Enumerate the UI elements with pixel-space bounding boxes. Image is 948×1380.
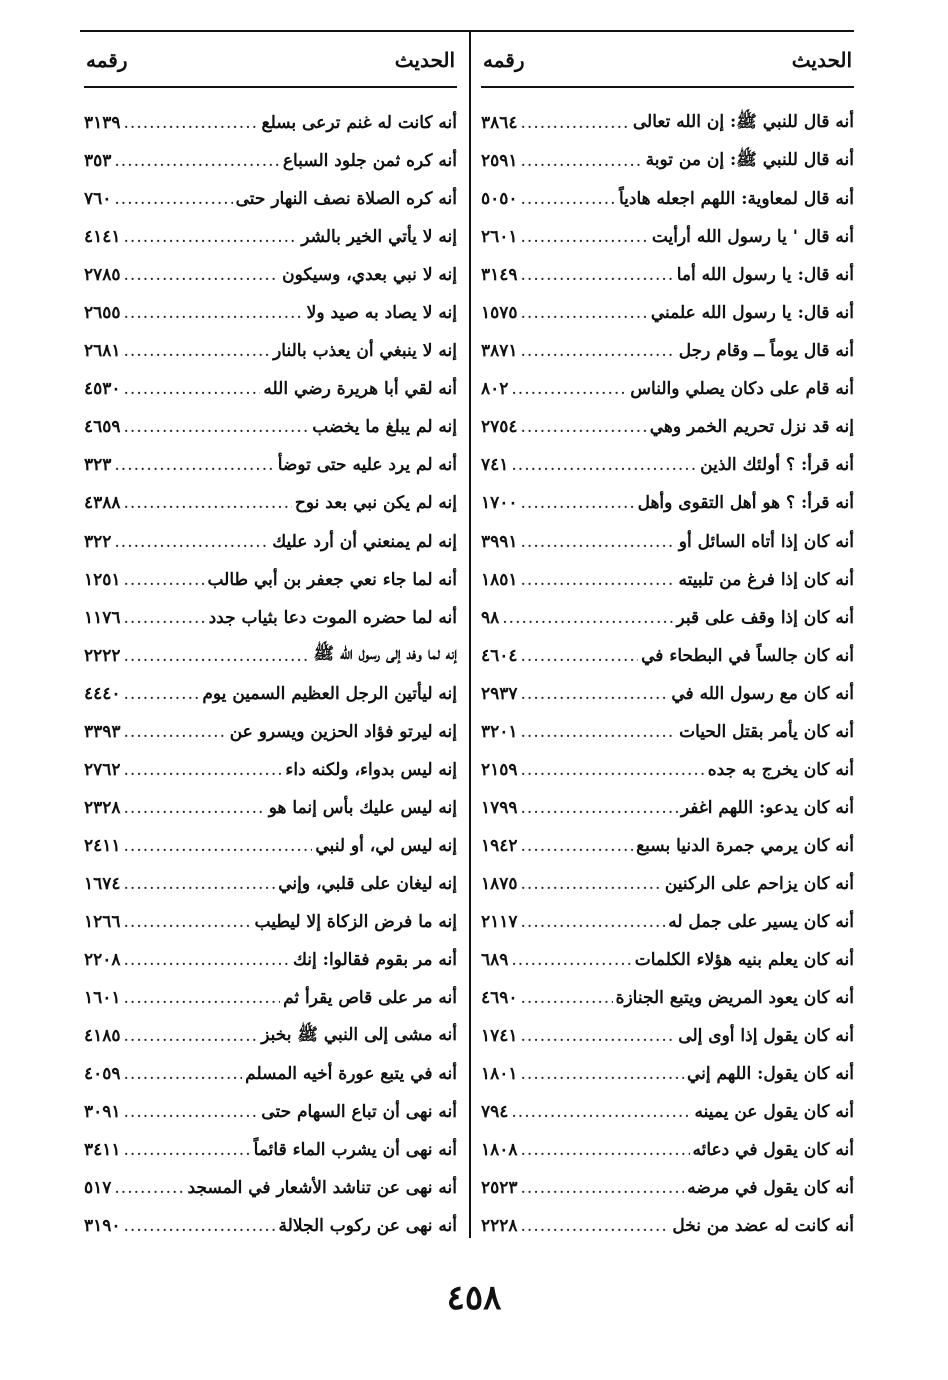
dot-leader xyxy=(124,760,283,780)
hadith-number: ٣١٩٠ xyxy=(84,1216,121,1237)
hadith-number: ٣٢٢ xyxy=(84,531,112,552)
hadith-number: ١٨٧٥ xyxy=(481,873,518,894)
index-entry xyxy=(84,370,457,408)
index-entry xyxy=(481,294,854,332)
index-entry xyxy=(84,408,457,446)
index-entry xyxy=(481,484,854,522)
dot-leader xyxy=(114,189,232,209)
index-entry xyxy=(481,865,854,903)
hadith-number: ٢٤١١ xyxy=(84,835,121,856)
number-header: رقمه xyxy=(86,48,128,72)
hadith-number: ٣٢٠١ xyxy=(481,721,518,742)
dot-leader xyxy=(124,303,304,323)
number-header: رقمه xyxy=(483,48,525,72)
dot-leader xyxy=(124,836,313,856)
dot-leader xyxy=(124,1026,259,1046)
right-column xyxy=(481,34,854,1245)
hadith-text: أنه قرأ: ؟ هو أهل التقوى وأهل xyxy=(637,493,854,514)
hadith-number: ٣٥٣ xyxy=(84,151,112,172)
hadith-text: إنه ما فرض الزكاة إلا ليطيب xyxy=(254,912,457,932)
hadith-number: ٢١٥٩ xyxy=(481,759,518,780)
hadith-number: ٣٣٩٣ xyxy=(84,721,121,742)
dot-leader xyxy=(511,1102,691,1122)
dot-leader xyxy=(124,646,311,666)
hadith-text: إنه لم يمنعني أن أرد عليك xyxy=(272,531,457,552)
index-entry xyxy=(84,1131,457,1169)
hadith-text: أنه كان يسير على جمل له xyxy=(668,912,854,932)
hadith-number: ٤٤٤٠ xyxy=(84,683,121,704)
index-entry xyxy=(84,218,457,256)
index-entry xyxy=(481,523,854,561)
dot-leader xyxy=(521,684,669,704)
hadith-text: أنه لما جاء نعي جعفر بن أبي طالب xyxy=(207,569,457,590)
hadith-text: أنه قال: يا رسول الله أما xyxy=(676,265,854,286)
index-entry xyxy=(84,1017,457,1055)
dot-leader xyxy=(124,1140,251,1160)
index-entry xyxy=(84,789,457,827)
dot-leader xyxy=(521,493,635,513)
hadith-number: ١٨٠٨ xyxy=(481,1140,518,1161)
dot-leader xyxy=(114,1178,184,1198)
hadith-number: ٢٢٢٢ xyxy=(84,645,121,666)
index-entry xyxy=(481,408,854,446)
hadith-text: أنه لقي أبا هريرة رضي الله xyxy=(263,379,457,400)
hadith-number: ٣٠٩١ xyxy=(84,1102,121,1123)
hadith-number: ٦٨٩ xyxy=(481,950,509,971)
hadith-number: ٢٩٣٧ xyxy=(481,683,518,704)
index-entry xyxy=(481,675,854,713)
dot-leader xyxy=(521,113,630,133)
hadith-number: ٢٣٢٨ xyxy=(84,797,121,818)
hadith-text: إنه لا ينبغي أن يعذب بالنار xyxy=(273,341,457,362)
dot-leader xyxy=(521,189,616,209)
dot-leader xyxy=(521,532,676,552)
hadith-text: إنه ليغان على قلبي، وإني xyxy=(278,873,457,894)
hadith-text: أنه نهى عن تناشد الأشعار في المسجد xyxy=(187,1178,457,1199)
hadith-text: إنه لا نبي بعدي، وسيكون xyxy=(282,265,457,286)
dot-leader xyxy=(521,1026,676,1046)
index-entry xyxy=(481,751,854,789)
index-entry xyxy=(84,599,457,637)
hadith-number: ١٧٩٩ xyxy=(481,797,518,818)
hadith-text: إنه ليس عليك بأس إنما هو xyxy=(268,797,457,818)
hadith-number: ٥١٧ xyxy=(84,1178,112,1199)
index-entry xyxy=(481,827,854,865)
dot-leader xyxy=(521,912,666,932)
hadith-text: أنه كان يقول في مرضه xyxy=(687,1178,854,1199)
dot-leader xyxy=(521,570,676,590)
dot-leader xyxy=(124,722,227,742)
index-entry xyxy=(481,104,854,142)
hadith-number: ٤٠٥٩ xyxy=(84,1064,121,1085)
hadith-number: ٢٧٨٥ xyxy=(84,265,121,286)
index-entry xyxy=(481,979,854,1017)
hadith-number: ٨٠٢ xyxy=(481,379,509,400)
hadith-text: أنه قال للنبي ﷺ: إن من توبة xyxy=(645,149,854,170)
dot-leader xyxy=(124,1064,243,1084)
hadith-text: أنه كره ثمن جلود السباع xyxy=(282,151,457,172)
index-entry xyxy=(481,256,854,294)
hadith-text: إنه ليرتو فؤاد الحزين ويسرو عن xyxy=(229,721,457,742)
left-column xyxy=(84,34,457,1245)
index-entry xyxy=(481,789,854,827)
hadith-number: ٢٥٩١ xyxy=(481,151,518,172)
hadith-number: ٢٦٨١ xyxy=(84,341,121,362)
hadith-text: أنه كان يرمي جمرة الدنيا بسبع xyxy=(636,835,854,856)
hadith-text: أنه كان يدعو: اللهم اغفر xyxy=(680,797,854,818)
index-entry xyxy=(481,561,854,599)
dot-leader xyxy=(124,493,292,513)
index-entry xyxy=(481,370,854,408)
dot-leader xyxy=(502,608,673,628)
dot-leader xyxy=(521,341,676,361)
dot-leader xyxy=(521,417,647,437)
dot-leader xyxy=(521,1140,690,1160)
hadith-header: الحديث xyxy=(791,48,852,72)
index-entry xyxy=(84,865,457,903)
index-entry xyxy=(481,599,854,637)
hadith-text: أنه نهى أن يشرب الماء قائماً xyxy=(253,1140,457,1161)
index-entry xyxy=(84,713,457,751)
hadith-number: ١٦٠١ xyxy=(84,988,121,1009)
hadith-text: أنه كان يخرج به جده xyxy=(707,759,854,780)
hadith-number: ٤٥٣٠ xyxy=(84,379,121,400)
dot-leader xyxy=(124,113,259,133)
hadith-number: ٣١٤٩ xyxy=(481,265,518,286)
dot-leader xyxy=(521,151,643,171)
hadith-number: ٣١٣٩ xyxy=(84,113,121,134)
hadith-number: ١٢٥١ xyxy=(84,569,121,590)
dot-leader xyxy=(521,874,662,894)
index-entry xyxy=(481,1169,854,1207)
hadith-text: أنه قال ' يا رسول الله أرأيت xyxy=(651,227,854,248)
dot-leader xyxy=(521,1216,670,1236)
hadith-number: ١٨٠١ xyxy=(481,1064,518,1085)
index-entry xyxy=(481,941,854,979)
hadith-number: ٤٦٩٠ xyxy=(481,988,518,1009)
index-entry xyxy=(481,332,854,370)
hadith-text: إنه لما وفد إلى رسول الله ﷺ xyxy=(313,644,457,665)
index-entry xyxy=(84,294,457,332)
hadith-number: ٩٨ xyxy=(481,607,500,628)
index-entry xyxy=(481,180,854,218)
hadith-text: أنه نهى عن ركوب الجلالة xyxy=(278,1216,457,1237)
dot-leader xyxy=(124,988,281,1008)
top-rule xyxy=(80,30,854,32)
hadith-number: ١١٧٦ xyxy=(84,607,121,628)
index-entry xyxy=(84,827,457,865)
index-entry xyxy=(84,180,457,218)
hadith-number: ٤٦٠٤ xyxy=(481,645,518,666)
index-entry xyxy=(84,675,457,713)
hadith-text: أنه قال للنبي ﷺ: إن الله تعالى xyxy=(632,111,854,132)
index-entry xyxy=(84,637,457,675)
index-entry xyxy=(481,903,854,941)
index-entry xyxy=(481,713,854,751)
dot-leader xyxy=(114,455,274,475)
hadith-number: ٢٥٢٣ xyxy=(481,1178,518,1199)
hadith-number: ٢٧٥٤ xyxy=(481,417,518,438)
hadith-number: ٢١١٧ xyxy=(481,912,518,932)
dot-leader xyxy=(124,379,261,399)
dot-leader xyxy=(511,950,631,970)
dot-leader xyxy=(521,646,639,666)
hadith-text: أنه كان إذا وقف على قبر xyxy=(676,607,854,628)
index-entry xyxy=(481,1131,854,1169)
hadith-text: إنه قد نزل تحريم الخمر وهي xyxy=(649,417,854,438)
hadith-text: إنه لم يكن نبي بعد نوح xyxy=(294,493,457,514)
dot-leader xyxy=(124,950,290,970)
column-divider xyxy=(469,30,471,1238)
hadith-number: ٣٩٩١ xyxy=(481,531,518,552)
hadith-number: ٤٦٥٩ xyxy=(84,417,121,438)
dot-leader xyxy=(124,608,206,628)
hadith-text: إنه لا يصاد به صيد ولا xyxy=(306,303,457,324)
hadith-text: أنه كان يقول في دعائه xyxy=(692,1140,854,1161)
dot-leader xyxy=(124,570,205,590)
hadith-text: إنه ليس لي، أو لنبي xyxy=(315,835,457,856)
index-entry xyxy=(84,446,457,484)
hadith-text: أنه كان يعلم بنيه هؤلاء الكلمات xyxy=(634,950,854,971)
index-entry xyxy=(84,751,457,789)
hadith-number: ٤٣٨٨ xyxy=(84,493,121,514)
dot-leader xyxy=(521,265,674,285)
index-entry xyxy=(84,256,457,294)
hadith-text: أنه كان إذا أتاه السائل أو xyxy=(678,531,854,552)
index-entry xyxy=(84,484,457,522)
index-entry xyxy=(84,979,457,1017)
dot-leader xyxy=(511,455,697,475)
dot-leader xyxy=(124,265,280,285)
hadith-number: ٣٨٦٤ xyxy=(481,113,518,134)
dot-leader xyxy=(521,722,677,742)
index-entry xyxy=(84,941,457,979)
dot-leader xyxy=(521,988,613,1008)
hadith-text: أنه لما حضره الموت دعا بثياب جدد xyxy=(208,607,457,628)
index-entry xyxy=(84,1169,457,1207)
dot-leader xyxy=(124,684,200,704)
hadith-text: أنه قال لمعاوية: اللهم اجعله هادياً xyxy=(618,189,854,210)
right-column-header xyxy=(481,34,854,88)
hadith-number: ١٩٤٢ xyxy=(481,835,518,856)
hadith-text: أنه في يتبع عورة أخيه المسلم xyxy=(245,1064,457,1085)
index-entry xyxy=(481,1017,854,1055)
hadith-text: أنه مر بقوم فقالوا: إنك xyxy=(292,950,457,971)
hadith-number: ٧٩٤ xyxy=(481,1102,509,1123)
dot-leader xyxy=(521,303,648,323)
index-entry xyxy=(481,218,854,256)
left-entries xyxy=(84,104,457,1245)
index-entry xyxy=(481,446,854,484)
hadith-number: ٢٦٠١ xyxy=(481,227,518,248)
hadith-text: أنه كان يزاحم على الركنين xyxy=(664,873,854,894)
index-entry xyxy=(84,1207,457,1245)
dot-leader xyxy=(521,1178,685,1198)
hadith-text: أنه كان يعود المريض ويتبع الجنازة xyxy=(615,988,854,1009)
index-entry xyxy=(84,1055,457,1093)
hadith-text: أنه كره الصلاة نصف النهار حتى xyxy=(235,189,457,210)
dot-leader xyxy=(124,798,266,818)
page-number: ٤٥٨ xyxy=(446,1278,502,1318)
hadith-number: ٣٢٣ xyxy=(84,455,112,476)
hadith-number: ١٢٦٦ xyxy=(84,912,121,932)
right-entries xyxy=(481,104,854,1245)
hadith-text: أنه مر على قاص يقرأ ثم xyxy=(283,988,457,1009)
dot-leader xyxy=(114,151,279,171)
hadith-text: أنه قال: يا رسول الله علمني xyxy=(650,303,854,324)
hadith-text: أنه كان جالساً في البطحاء في xyxy=(641,645,854,666)
hadith-number: ٢٧٦٢ xyxy=(84,759,121,780)
dot-leader xyxy=(124,341,271,361)
dot-leader xyxy=(124,874,276,894)
left-column-header xyxy=(84,34,457,88)
hadith-text: أنه كان يقول إذا أوى إلى xyxy=(678,1026,854,1047)
index-entry xyxy=(481,142,854,180)
dot-leader xyxy=(124,1216,276,1236)
hadith-text: إنه ليأتين الرجل العظيم السمين يوم xyxy=(202,683,457,704)
dot-leader xyxy=(521,836,634,856)
dot-leader xyxy=(521,798,678,818)
hadith-number: ٣٤١١ xyxy=(84,1140,121,1161)
hadith-text: إنه لم يبلغ ما يخضب xyxy=(312,417,457,438)
hadith-number: ٧٦٠ xyxy=(84,189,112,210)
dot-leader xyxy=(124,912,252,932)
hadith-number: ١٦٧٤ xyxy=(84,873,121,894)
dot-leader xyxy=(521,227,649,247)
hadith-text: أنه كان يقول: اللهم إني xyxy=(686,1064,854,1085)
index-entry xyxy=(84,523,457,561)
hadith-header: الحديث xyxy=(394,48,455,72)
hadith-number: ١٧٠٠ xyxy=(481,493,518,514)
hadith-number: ١٧٤١ xyxy=(481,1026,518,1047)
hadith-number: ٧٤١ xyxy=(481,455,509,476)
hadith-text: أنه كان يقول عن يمينه xyxy=(694,1102,854,1123)
hadith-text: أنه قال يوماً ــ وقام رجل xyxy=(678,341,854,362)
hadith-text: أنه كان إذا فرغ من تلبيته xyxy=(678,569,854,590)
dot-leader xyxy=(511,379,627,399)
index-entry xyxy=(84,1093,457,1131)
hadith-text: أنه نهى أن تباع السهام حتى xyxy=(261,1102,457,1123)
dot-leader xyxy=(521,1064,684,1084)
index-entry xyxy=(84,104,457,142)
hadith-text: أنه كان يأمر بقتل الحيات xyxy=(679,721,854,742)
hadith-text: أنه قرأ: ؟ أولئك الذين xyxy=(700,455,854,476)
hadith-number: ٣٨٧١ xyxy=(481,341,518,362)
dot-leader xyxy=(521,760,705,780)
hadith-number: ٤١٤١ xyxy=(84,227,121,248)
hadith-text: أنه كانت له غنم ترعى بسلع xyxy=(261,113,457,134)
index-entry xyxy=(84,142,457,180)
hadith-number: ٢٦٥٥ xyxy=(84,303,121,324)
index-entry xyxy=(481,637,854,675)
hadith-text: إنه لا يأتي الخير بالشر xyxy=(301,227,457,248)
index-entry xyxy=(481,1207,854,1245)
hadith-number: ٢٢٢٨ xyxy=(481,1216,518,1237)
hadith-number: ٢٢٠٨ xyxy=(84,950,121,971)
index-entry xyxy=(84,332,457,370)
hadith-text: إنه ليس بدواء، ولكنه داء xyxy=(285,759,457,780)
hadith-text: أنه قام على دكان يصلي والناس xyxy=(630,379,854,400)
hadith-text: أنه كانت له عضد من نخل xyxy=(672,1216,854,1237)
dot-leader xyxy=(114,532,269,552)
index-entry xyxy=(481,1093,854,1131)
index-entry xyxy=(84,561,457,599)
hadith-number: ١٨٥١ xyxy=(481,569,518,590)
hadith-text: أنه مشى إلى النبي ﷺ بخبز xyxy=(261,1024,457,1045)
dot-leader xyxy=(124,417,310,437)
hadith-number: ٤١٨٥ xyxy=(84,1026,121,1047)
hadith-text: أنه لم يرد عليه حتى توضأ xyxy=(277,455,457,476)
hadith-text: أنه كان مع رسول الله في xyxy=(671,683,854,704)
hadith-number: ١٥٧٥ xyxy=(481,303,518,324)
hadith-number: ٥٠٥٠ xyxy=(481,189,518,210)
index-entry xyxy=(481,1055,854,1093)
index-entry xyxy=(84,903,457,941)
dot-leader xyxy=(124,227,299,247)
dot-leader xyxy=(124,1102,259,1122)
